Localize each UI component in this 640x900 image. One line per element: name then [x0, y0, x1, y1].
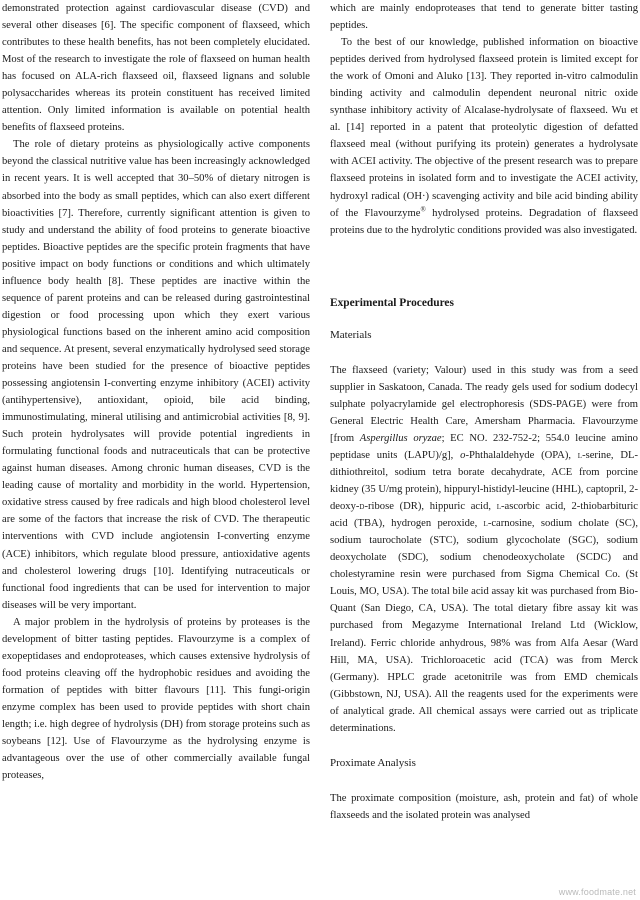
subsection-gap [330, 312, 638, 327]
intro-paragraph-1: demonstrated protection against cardiovascular disease (CVD) and several other diseases [6]. The specific component of flaxseed, which contributes to these health benefits, has not been completely elucidated. Most of the research to investigate the role of flaxseed on human health has focused on ALA-rich flaxseed oil, flaxseed lignans and soluble polysaccharides whereas its protein constituent has received limited attention. Only limited information is available on potential health benefits of flaxseed proteins. [2, 3, 310, 134]
objective-text-end: hydrolysed proteins. Degradation of flaxseed proteins due to the hydrolytic conditions provided was also investigated. [330, 207, 639, 236]
proximate-paragraph: The proximate composition (moisture, ash, protein and fat) of whole flaxseeds and the isolated protein was analysed [330, 792, 638, 821]
paragraph-gap [330, 772, 638, 790]
materials-text-a: The flaxseed (variety; Valour) used in this study was from a seed supplier in Saskatoon, Canada. The ready gels used for sodium dodecyl sulphate polyacrylamide gel electrophoresis (SDS-PAGE) were from General Electric Health Care, Amersham Pharmacia. Flavourzyme [from [330, 364, 638, 444]
left-column [2, 0, 310, 784]
section-heading-experimental: Experimental Procedures [330, 296, 454, 309]
materials-text-e: -ribose (DR), hippuric acid, [364, 501, 497, 513]
watermark-text: www.foodmate.net [558, 887, 636, 897]
intro-paragraph-3: A major problem in the hydrolysis of proteins by proteases is the development of bitter tasting peptides. Flavourzyme is a complex of exopeptidases and endoproteases, which causes extensive hydrolysis of food proteins cleaving off the hydrophobic residues and avoiding the formation of peptides with bitter flavours [11]. This fungi-origin enzyme complex has been used to provide peptides with short chain length; i.e. high degree of hydrolysis (DH) from storage proteins such as soybeans [12]. Use of Flavourzyme as the hydrolysing enzyme is advantageous over the use of other commercially available fungal proteases, [2, 616, 310, 782]
species-name: Aspergillus oryzae [359, 432, 442, 444]
ortho-prefix: o [460, 449, 466, 461]
materials-text-d: -serine, DL-dithiothreitol, sodium tetra borate decahydrate, ACE from porcine kidney (35 U/mg protein), hippuryl-histidyl-leucine (HHL), captopril, 2-deoxy- [330, 449, 638, 513]
d-prefix: d [359, 501, 365, 513]
materials-text-b: ; EC NO. 232-752-2; 554.0 leucine amino peptidase units (LAPU)/g], [330, 432, 638, 461]
intro-paragraph-4: which are mainly endoproteases that tend to generate bitter tasting peptides. [330, 3, 638, 32]
paragraph-gap [330, 344, 638, 362]
l-prefix: l [496, 501, 501, 513]
paragraph-gap [330, 737, 638, 755]
l-prefix: l [577, 449, 583, 461]
section-gap [330, 239, 638, 295]
intro-paragraph-5 [330, 34, 638, 239]
materials-text-g: -carnosine, sodium cholate (SC), sodium taurocholate (STC), sodium glycocholate (SGC), sodium deoxycholate (SDC), sodium chenodeoxycholate (SCDC) and cholestyramine resin were purchased from Sigma Chemical Co. (St Louis, MO, USA). The total bile acid assay kit was purchased from Bio-Quant (San Diego, CA, USA). The total dietary fibre assay kit was purchased from Megazyme International Ireland Ltd (Wicklow, Ireland). Ferric chloride anhydrous, 98% was from Alfa Aesar (Ward Hill, MA, USA). Trichloroacetic acid (TCA) was from Merck (Germany). HPLC grade acetonitrile was from EMD chemicals (Gibbstown, NJ, USA). All the reagents used for the experiments were of analytical grade. All chemical assays were carried out as triplicate determinations. [330, 518, 638, 734]
materials-text-f: -ascorbic acid, 2-thiobarbituric acid (TBA), hydrogen peroxide, [330, 501, 638, 530]
subsection-heading-materials: Materials [330, 328, 372, 341]
l-prefix: l [483, 518, 488, 530]
objective-text: To the best of our knowledge, published information on bioactive peptides derived from hydrolysed flaxseed protein is limited except for the work of Omoni and Aluko [13]. They reported in-vitro calmodulin binding activity and calmodulin dependent neuronal nitric oxide synthase inhibitory activity of Alcalase-hydrolysate of flaxseed. Wu et al. [14] reported in a patent that proteolytic digestion of defatted flaxseed meal (without purifying its protein) generates a hydrolysate with ACEI activity. The objective of the present research was to prepare flaxseed proteins in isolated form and to investigate the ACEI activity, hydroxyl radical (OH·) scavenging activity and bile acid binding ability of the Flavourzyme [330, 37, 638, 219]
materials-paragraph [330, 362, 638, 737]
materials-text-c: -Phthalaldehyde (OPA), [465, 449, 578, 461]
right-column [330, 0, 638, 824]
intro-paragraph-2: The role of dietary proteins as physiologically active components beyond the classical nutritive value has been increasingly acknowledged in recent years. It is well accepted that 30–50% of dietary nitrogen is absorbed into the body as small peptides, which can also exert different bioactivities [7]. Therefore, currently significant attention is given to study and understand the ability of food proteins to generate bioactive peptides. Bioactive peptides are the specific protein fragments that have positive impact on body functions or conditions and which ultimately influence body health [8]. These peptides are inactive within the sequence of parent proteins and can be released during gastrointestinal digestion or food processing upon which they exert various physiological functions based on the inherent amino acid composition and sequence. At present, several enzymatically hydrolysed seed storage proteins have been studied for the presence of bioactive peptides possessing angiotensin I-converting enzyme inhibitory (ACEI) activity (antihypertensive), antioxidant, opioid, bile acid binding, immunostimulating, mineral utilising and antimicrobial activities [8, 9]. Such protein hydrolysates will provide potential ingredients in formulating functional foods and nutraceuticals that can be protective against human diseases. Among chronic human diseases, CVD is the leading cause of mortality and morbidity in the world. Hypertension, oxidative stress caused by free radicals and high blood cholesterol level are some of the factors that increase the risk of CVD. The therapeutic interventions with CVD include angiotensin I-converting enzyme (ACE) inhibitors, which regulate blood pressure, antioxidative agents and cholesterol lowering drugs [10]. Identifying nutraceuticals or functional food ingredients that can be used for intervention to major diseases will be very important. [2, 139, 310, 611]
subsection-heading-proximate: Proximate Analysis [330, 756, 416, 769]
registered-mark: ® [420, 205, 426, 214]
